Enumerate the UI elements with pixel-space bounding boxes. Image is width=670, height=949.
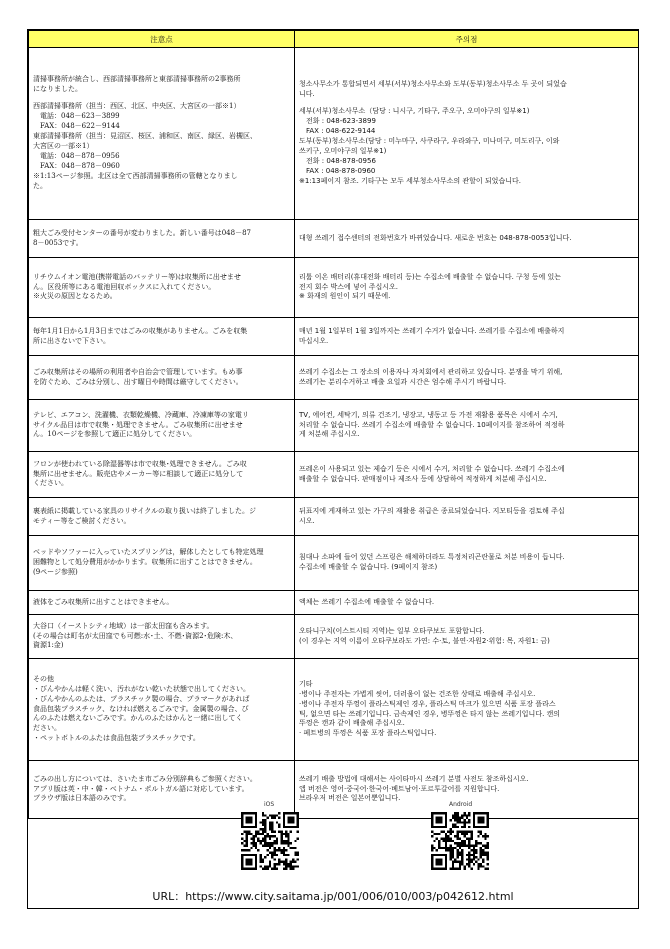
text-line: モティー等をご検討ください。: [33, 516, 131, 525]
text-line: ん。区役所等にある電池回収ボックスに入れてください。: [33, 282, 216, 291]
text-line: テレビ、エアコン、洗濯機、衣類乾燥機、冷蔵庫、冷凍庫等の家電リ: [33, 410, 249, 419]
text-line: (その場合は町名が太田窪でも可燃:水･土、不燃･資源2･危険:木、: [33, 631, 238, 640]
text-line: FAX：048－878－0960: [33, 161, 120, 170]
note-japanese: [29, 536, 295, 591]
text-line: 마십시오.: [299, 336, 329, 345]
table-row: [29, 536, 639, 591]
text-line: 大宮区の一部※1）: [33, 141, 94, 150]
text-line: ブラウザ版は日本語のみです。: [33, 794, 131, 803]
text-line: FAX : 048-622-9144: [299, 127, 376, 136]
text-line: 毎年1月1日から1月3日まではごみの収集がありません。ごみを収集: [33, 326, 248, 335]
text-line: 大谷口（イーストシティ地域）は一部太田窪も含みます。: [33, 621, 214, 630]
footer-url[interactable]: URL：https://www.city.saitama.jp/001/006/010/003/p042612.html: [152, 890, 514, 903]
text-line: ※1:13페이지 참조. 기타구는 모두 세부청소사무소의 관할이 되었습니다.: [299, 176, 521, 185]
note-korean: [295, 452, 639, 498]
text-line: フロンが使われている除湿器等は市で収集･処理できません。ごみ収: [33, 459, 247, 468]
header-ko: 주의점: [295, 31, 639, 48]
text-line: 수집소에 배출할 수 없습니다. (9페이지 참조): [299, 563, 438, 571]
text-line: ・ペットボトルのふたは食品包装プラスチックです。: [33, 734, 200, 743]
text-line: になりました。: [33, 85, 82, 94]
text-line: 쓰키구, 오미야구의 일부※1): [299, 146, 387, 155]
text-line: 게 처분해 주십시오.: [299, 430, 360, 439]
text-line: リチウムイオン電池(携帯電話のバッテリー等)は収集所に出せませ: [33, 272, 241, 281]
text-line: 액체는 쓰레기 수집소에 배출할 수 없습니다.: [299, 597, 435, 606]
table-row: [29, 452, 639, 498]
text-line: 전지 회수 박스에 넣어 주십시오.: [299, 282, 399, 291]
note-japanese: [29, 356, 295, 400]
text-line: 東部清掃事務所（担当：見沼区、桜区、浦和区、南区、緑区、岩槻区、: [33, 132, 257, 141]
text-line: 8－0053です。: [33, 238, 83, 247]
note-japanese: [29, 452, 295, 498]
text-line: ・びんやかんのふたは、プラスチック製の場合、プラマークがあれば: [33, 694, 250, 703]
text-line: 앱 버전은 영어·중국어·한국어·베트남어·포르투갈어를 지원합니다.: [299, 784, 500, 793]
table-row: [29, 258, 639, 318]
note-japanese: [29, 48, 295, 220]
note-korean: [295, 536, 639, 591]
document-sheet: [27, 29, 639, 909]
table-row: [29, 400, 639, 452]
note-japanese: [29, 498, 295, 536]
text-line: FAX : 048-878-0960: [299, 166, 376, 175]
note-korean: [295, 591, 639, 615]
text-line: 침대나 소파에 들어 있던 스프링은 해체하더라도 특정처리곤란물로 처분 비용이 듭니다.: [299, 553, 565, 562]
text-line: 전화 : 048-878-0956: [299, 156, 376, 165]
text-line: ※1:13ページ参照。北区は全て西部清掃事務所の管轄となりまし: [33, 171, 238, 180]
text-line: 니다.: [299, 90, 315, 99]
text-line: ベッドやソファーに入っていたスプリングは，解体したとしても特定処理: [33, 548, 264, 557]
text-line: 粗大ごみ受付センターの番号が変わりました。新しい番号は048－87: [33, 228, 251, 237]
ios-qr-code[interactable]: [241, 812, 299, 870]
text-line: ん。10ページを参照して適正に処分してください。: [33, 430, 197, 439]
text-line: 리튬 이온 배터리(휴대전화 배터리 등)는 수집소에 배출할 수 없습니다. 구청 등에 있는: [299, 272, 562, 281]
text-line: FAX：048－622－9144: [33, 122, 120, 131]
note-japanese: [29, 400, 295, 452]
text-line: 뚜껑은 캔과 같이 배출해 주십시오.: [299, 719, 405, 728]
text-line: んのふたは燃えないごみです。かんのふたはかんと一緒に出してく: [33, 714, 243, 723]
table-row: [29, 659, 639, 761]
text-line: 清掃事務所が統合し、西部清掃事務所と東部清掃事務所の2事務所: [33, 75, 241, 84]
text-line: た。: [33, 181, 47, 190]
header-row: [29, 31, 639, 48]
text-line: ※ 화재의 원인이 되기 때문에.: [299, 292, 391, 301]
text-line: アプリ版は英・中・韓・ベトナム・ポルトガル語に対応しています。: [33, 784, 249, 793]
note-japanese: [29, 591, 295, 615]
text-line: 電話：048－878－0956: [33, 151, 120, 160]
text-line: ・びんやかんは軽く洗い、汚れがない乾いた状態で出してください。: [33, 684, 250, 693]
text-line: 브라우저 버전은 일본어뿐입니다.: [299, 794, 401, 803]
note-japanese: [29, 659, 295, 761]
text-line: 오타니구치(이스트시티 지역)는 일부 오타쿠보도 포함합니다.: [299, 626, 485, 635]
text-line: 대형 쓰레기 접수센터의 전화번호가 바뀌었습니다. 새로운 번호는 048-878-0053입니다.: [299, 233, 572, 242]
text-line: TV, 에어컨, 세탁기, 의류 건조기, 냉장고, 냉동고 등 가전 재활용 품목은 시에서 수거,: [299, 410, 558, 419]
note-korean: [295, 400, 639, 452]
note-korean: [295, 220, 639, 258]
text-line: 集所に出せません。販売店やメーカー等に相談して適正に処分して: [33, 469, 244, 478]
text-line: 청소사무소가 통합되면서 세부(서부)청소사무소와 도부(동부)청소사무소 두 곳이 되었습: [299, 80, 567, 89]
text-line: サイクル品目は市で収集・処理できません。ごみ収集所に出せませ: [33, 420, 243, 429]
text-line: 매년 1월 1일부터 1월 3일까지는 쓰레기 수거가 없습니다. 쓰레기를 수집소에 배출하지: [299, 326, 565, 335]
text-line: ※火災の原因となるため。: [33, 292, 117, 301]
note-japanese: [29, 615, 295, 659]
text-line: 쓰레기 배출 방법에 대해서는 사이타마시 쓰레기 분별 사전도 참조하십시오.: [299, 774, 529, 783]
footer: [28, 800, 638, 910]
text-line: 쓰레기는 분리수거하고 배출 요일과 시간은 엄수해 주시기 바랍니다.: [299, 377, 507, 386]
table-row: [29, 498, 639, 536]
notes-table: [28, 30, 639, 819]
note-korean: [295, 498, 639, 536]
text-line: (9ページ参照): [33, 567, 78, 576]
text-line: 所に出さないで下さい。: [33, 336, 110, 345]
table-row: [29, 615, 639, 659]
note-korean: [295, 356, 639, 400]
text-line: 세부(서부)청소사무소（담당 : 니시구, 기타구, 주오구, 오미야구의 일부※1): [299, 107, 530, 116]
text-line: ください。: [33, 479, 68, 488]
android-qr-code[interactable]: [431, 812, 489, 870]
note-japanese: [29, 220, 295, 258]
note-korean: [295, 258, 639, 318]
text-line: ごみ収集所はその場所の利用者や自治会で管理しています。もめ事: [33, 367, 243, 376]
header-ja: 注意点: [29, 31, 295, 48]
text-line: 도부(동부)청소사무소(담당 : 미누마구, 사쿠라구, 우라와구, 미나미구, 미도리구, 이와: [299, 137, 560, 145]
text-line: 틱, 없으면 타는 쓰레기입니다. 금속제인 경우, 병뚜껑은 타지 않는 쓰레기입니다. 캔의: [299, 709, 561, 718]
text-line: 처리할 수 없습니다. 쓰레기 수집소에 배출할 수 없습니다. 10페이지를 참조하여 적정하: [299, 420, 565, 429]
table-row: [29, 220, 639, 258]
note-korean: [295, 659, 639, 761]
table-row: [29, 356, 639, 400]
text-line: 기타: [299, 679, 313, 688]
note-korean: [295, 615, 639, 659]
table-row: [29, 318, 639, 356]
text-line: その他: [33, 674, 54, 683]
android-label: Android: [449, 801, 473, 808]
table-row: [29, 48, 639, 220]
text-line: ごみの出し方については、さいたま市ごみ分別辞典もご参照ください。: [33, 774, 257, 783]
note-korean: [295, 48, 639, 220]
text-line: 뒤표지에 게재하고 있는 가구의 재활용 취급은 종료되었습니다. 지모티등을 검토해 주십: [299, 506, 565, 515]
text-line: 液体をごみ収集所に出すことはできません。: [33, 597, 174, 606]
text-line: ださい。: [33, 724, 61, 733]
note-japanese: [29, 318, 295, 356]
note-korean: [295, 318, 639, 356]
text-line: 裏表紙に掲載している家具のリサイクルの取り扱いは終了しました。ジ: [33, 506, 257, 515]
ios-label: iOS: [264, 801, 275, 808]
text-line: を防ぐため、ごみは分別し、出す曜日や時間は厳守してください。: [33, 377, 243, 386]
text-line: 西部清掃事務所（担当：西区、北区、中央区、大宮区の一部※1）: [33, 102, 241, 111]
text-line: 시오.: [299, 516, 315, 525]
table-row: [29, 591, 639, 615]
text-line: ·병이나 주전자 뚜껑이 플라스틱제인 경우, 플라스틱 마크가 있으면 식품 포장 플라스: [299, 699, 556, 708]
text-line: 困難物として処分費用がかかります。収集所に出すことはできません。: [33, 558, 257, 567]
text-line: 배출할 수 없습니다. 판매점이나 제조사 등에 상담하여 적정하게 처분해 주십시오.: [299, 474, 547, 483]
text-line: 프레온이 사용되고 있는 제습기 등은 시에서 수거, 처리할 수 없습니다. 쓰레기 수집소에: [299, 464, 565, 473]
text-line: 쓰레기 수집소는 그 장소의 이용자나 자치회에서 관리하고 있습니다. 분쟁을 막기 위해,: [299, 367, 563, 376]
text-line: 食品包装プラスチック、なければ燃えるごみです。金属製の場合、び: [33, 704, 249, 713]
text-line: 전화 : 048-623-3899: [299, 117, 376, 126]
text-line: 資源1:金): [33, 641, 64, 650]
note-japanese: [29, 258, 295, 318]
text-line: (이 경우는 지역 이름이 오타쿠보라도 가연: 수·토, 불연·자원2·위험: 목, 자원1: 금): [299, 636, 550, 645]
text-line: ·병이나 주전자는 가볍게 씻어, 더러움이 없는 건조한 상태로 배출해 주십시오.: [299, 689, 536, 698]
text-line: 電話：048－623－3899: [33, 112, 120, 121]
text-line: · 페트병의 뚜껑은 식품 포장 플라스틱입니다.: [299, 729, 437, 738]
